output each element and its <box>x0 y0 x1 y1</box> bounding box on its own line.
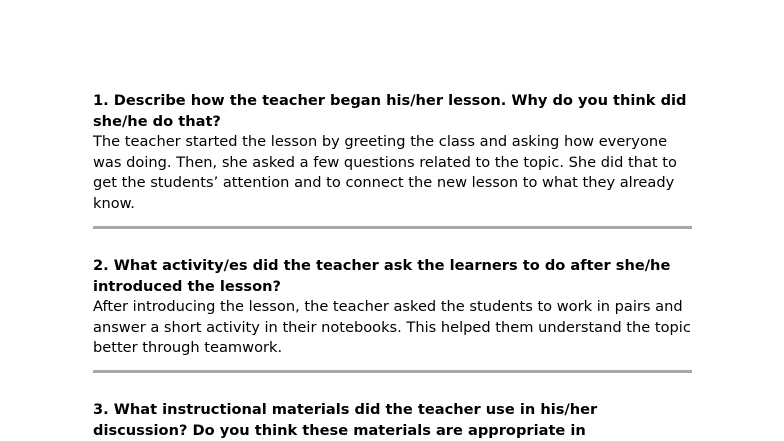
question-block-3 <box>93 400 693 441</box>
answer-1-text: The teacher started the lesson by greeting the class and asking how everyone was doing. Then, she asked a few questions related to the topic. She did that to get the students’ attention and to connect the new lesson to what they already know. <box>93 133 677 212</box>
answer-2-text: After introducing the lesson, the teacher asked the students to work in pairs and answer a short activity in their notebooks. This helped them understand the topic better through teamwork. <box>93 298 691 356</box>
question-3-text: 3. What instructional materials did the teacher use in his/her discussion? Do you think these materials are appropriate in <box>93 401 598 439</box>
section-divider-1 <box>93 226 692 229</box>
question-1-text: 1. Describe how the teacher began his/her lesson. Why do you think did she/he do that? <box>93 92 687 130</box>
question-2-text: 2. What activity/es did the teacher ask the learners to do after she/he introduced the lesson? <box>93 257 671 295</box>
question-block-1 <box>93 91 693 214</box>
question-block-2 <box>93 256 693 359</box>
section-divider-2 <box>93 370 692 373</box>
